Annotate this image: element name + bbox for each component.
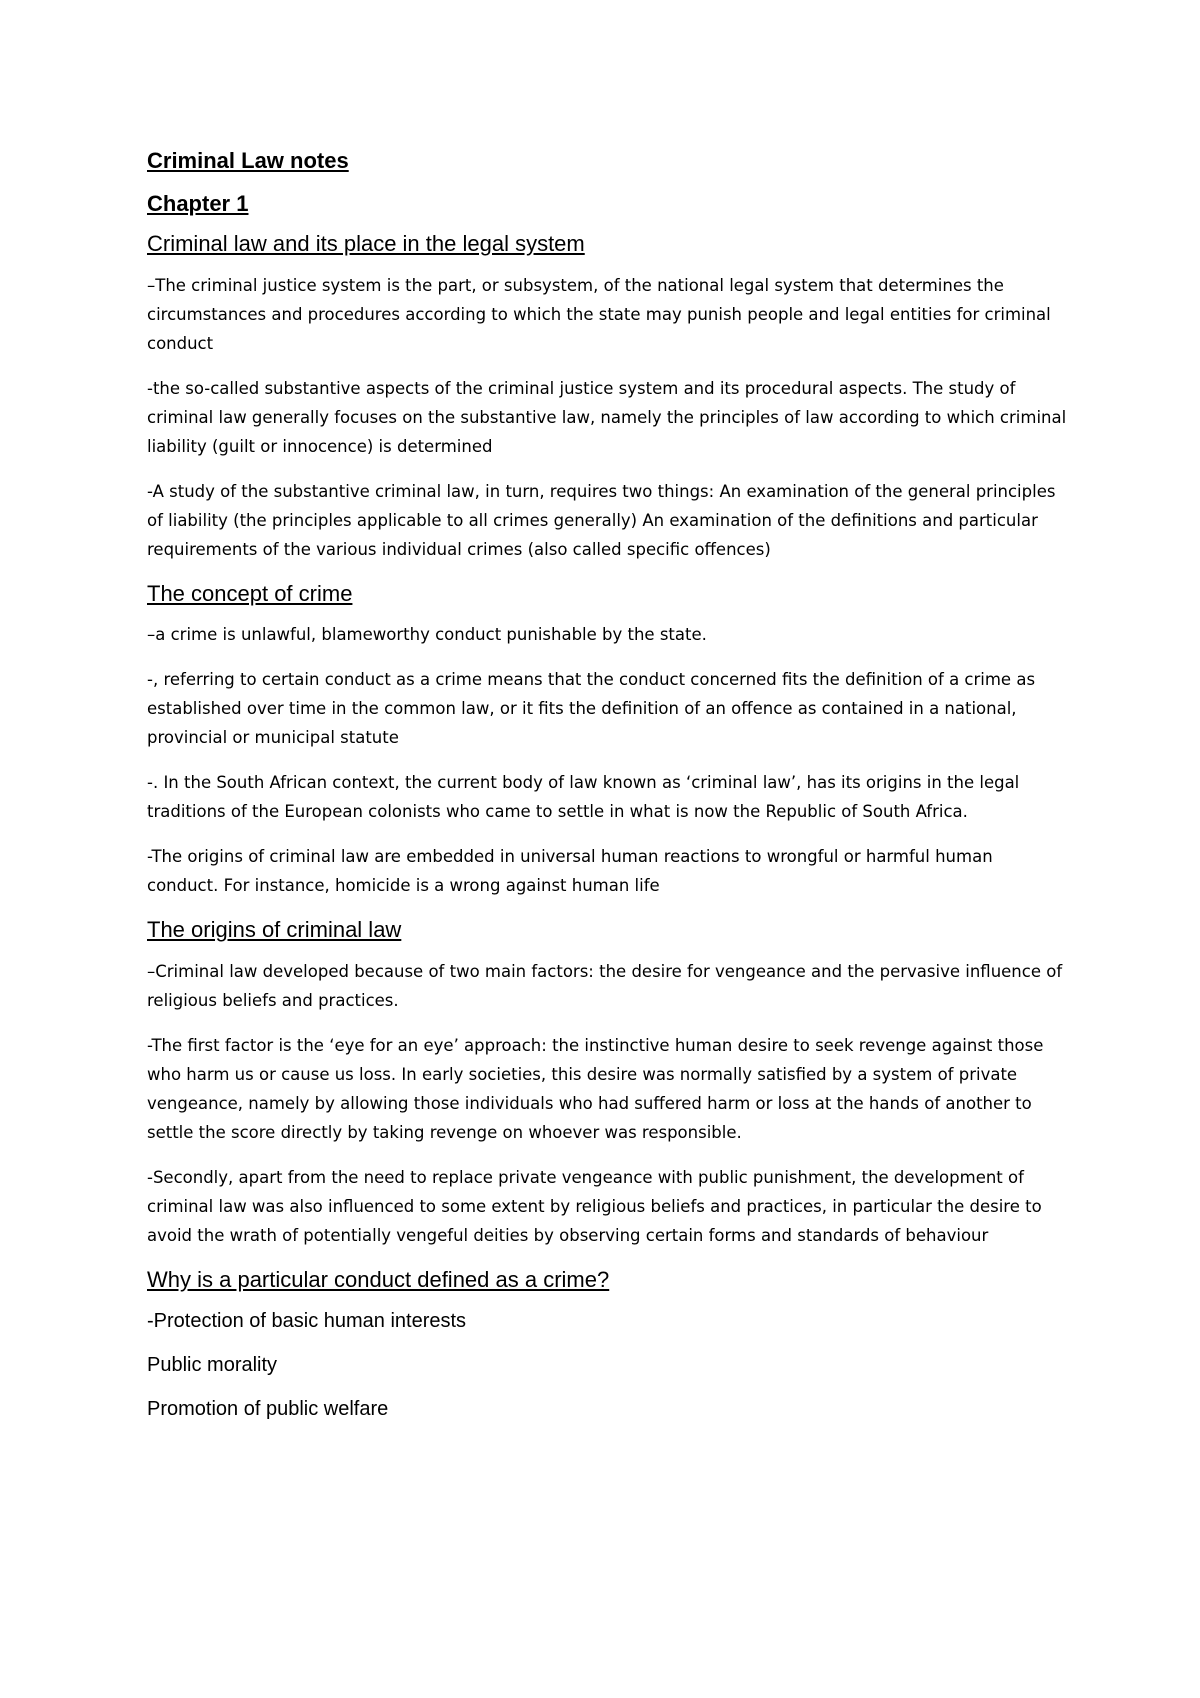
section-heading: The origins of criminal law [147,917,402,943]
chapter-heading: Chapter 1 [147,190,249,216]
list-line: Promotion of public welfare [147,1397,389,1420]
paragraph: –The criminal justice system is the part, or subsystem, of the national legal system that determines the circumstances and procedures according to which the state may punish people and legal entities for criminal conduct [147,275,1051,353]
section-why-crime [147,1266,1067,1423]
section-concept-of-crime [147,580,1067,901]
paragraph: -the so-called substantive aspects of the criminal justice system and its procedural aspects. The study of criminal law generally focuses on the substantive law, namely the principles of law according to which criminal liability (guilt or innocence) is determined [147,378,1067,456]
paragraph: –a crime is unlawful, blameworthy conduct punishable by the state. [147,625,707,645]
section-heading: The concept of crime [147,580,353,606]
paragraph: -. In the South African context, the current body of law known as ‘criminal law’, has its origins in the legal traditions of the European colonists who came to settle in what is now the Republic of South Africa. [147,773,1020,822]
paragraph: -Secondly, apart from the need to replace private vengeance with public punishment, the development of criminal law was also influenced to some extent by religious beliefs and practices, in particular the desire to avoid the wrath of potentially vengeful deities by observing certain forms and standards of behaviour [147,1167,1042,1245]
paragraph: –Criminal law developed because of two main factors: the desire for vengeance and the pervasive influence of religious beliefs and practices. [147,961,1063,1010]
section-heading: Why is a particular conduct defined as a crime? [147,1266,610,1292]
list-line: -Protection of basic human interests [147,1309,467,1332]
list-line: Public morality [147,1353,278,1376]
paragraph: -, referring to certain conduct as a crime means that the conduct concerned fits the definition of a crime as established over time in the common law, or it fits the definition of an offence as contained in a national, provincial or municipal statute [147,670,1036,748]
section-heading: Criminal law and its place in the legal system [147,231,585,257]
paragraph: -The origins of criminal law are embedded in universal human reactions to wrongful or harmful human conduct. For instance, homicide is a wrong against human life [147,847,993,896]
paragraph: -A study of the substantive criminal law, in turn, requires two things: An examination of the general principles of liability (the principles applicable to all crimes generally) An examination of the definitions and particular requirements of the various individual crimes (also called specific offences) [147,481,1056,559]
paragraph: -The first factor is the ‘eye for an eye’ approach: the instinctive human desire to seek revenge against those who harm us or cause us loss. In early societies, this desire was normally satisfied by a system of private vengeance, namely by allowing those individuals who had suffered harm or loss at the hands of another to settle the score directly by taking revenge on whoever was responsible. [147,1035,1044,1142]
section-legal-system [147,230,1067,564]
document-body [147,147,1067,1439]
section-origins [147,916,1067,1250]
document-title: Criminal Law notes [147,148,349,173]
